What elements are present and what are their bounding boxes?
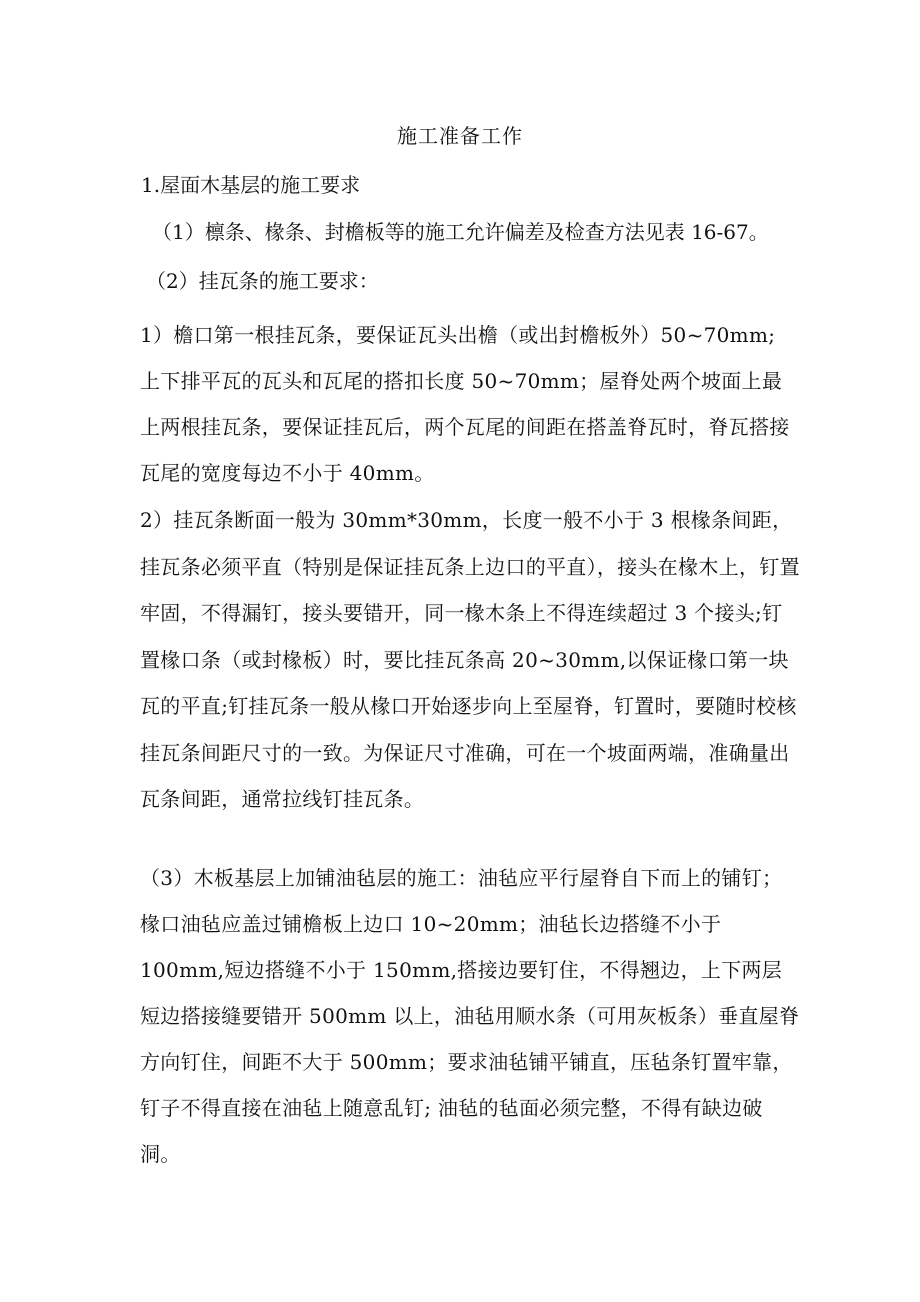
paragraph: （3）木板基层上加铺油毡层的施工：油毡应平行屋脊自下而上的铺钉；椽口油毡应盖过铺檐板上边口 10~20mm；油毡长边搭缝不小于 100mm,短边搭缝不小于 150mm,搭接边要钉住，不得翘边，上下两层短边搭接缝要错开 500mm 以上，油毡用顺水条（可用灰板条）垂直屋脊方向钉住，间距不大于 500mm；要求油毡铺平铺直，压毡条钉置牢靠，钉子不得直接在油毡上随意乱钉; 油毡的毡面必须完整，不得有缺边破洞。 xyxy=(140,866,800,1166)
section-heading: 1.屋面木基层的施工要求 xyxy=(141,173,361,197)
list-item: （1）檩条、椽条、封檐板等的施工允许偏差及检查方法见表 16-67。 xyxy=(152,220,769,244)
document-title: 施工准备工作 xyxy=(397,124,523,148)
list-item: （2）挂瓦条的施工要求： xyxy=(146,269,379,293)
paragraph: 2）挂瓦条断面一般为 30mm*30mm，长度一般不小于 3 根椽条间距，挂瓦条必须平直（特别是保证挂瓦条上边口的平直），接头在椽木上，钉置牢固，不得漏钉，接头要错开，同一椽木条上不得连续超过 3 个接头;钉置椽口条（或封椽板）时，要比挂瓦条高 20~30mm,以保证椽口第一块瓦的平直;钉挂瓦条一般从椽口开始逐步向上至屋脊，钉置时，要随时校核挂瓦条间距尺寸的一致。为保证尺寸准确，可在一个坡面两端，准确量出瓦条间距，通常拉线钉挂瓦条。 xyxy=(140,508,800,811)
paragraph: 1）檐口第一根挂瓦条，要保证瓦头出檐（或出封檐板外）50~70mm; 上下排平瓦的瓦头和瓦尾的搭扣长度 50~70mm；屋脊处两个坡面上最上两根挂瓦条，要保证挂瓦后，两个瓦尾的间距在搭盖脊瓦时，脊瓦搭接瓦尾的宽度每边不小于 40mm。 xyxy=(140,323,790,485)
